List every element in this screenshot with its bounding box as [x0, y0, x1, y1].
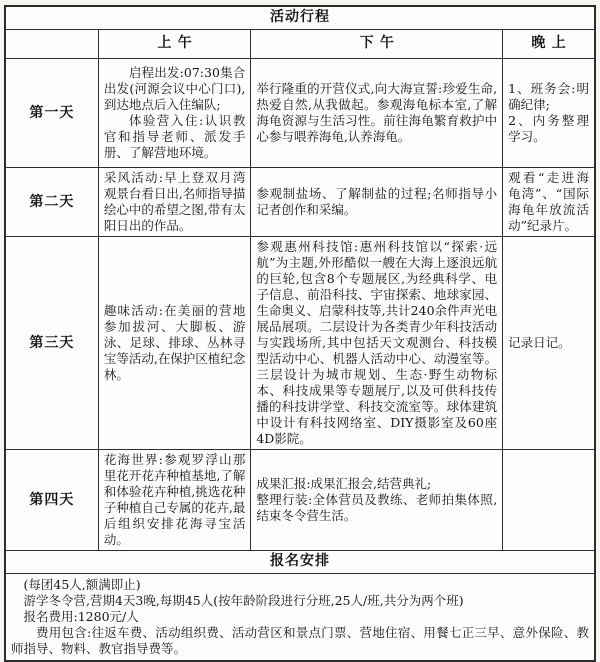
day-1-morning-cell [98, 58, 251, 167]
signup-title: 报名安排 [5, 550, 595, 573]
day-2-afternoon-text: 参观制盐场、了解制盐的过程;名师指导小记者创作和采编。 [256, 185, 498, 217]
day-4-morning-cell [98, 449, 251, 550]
signup-notes-row [5, 573, 595, 661]
itinerary-title: 活动行程 [5, 6, 595, 29]
day-2-label: 第二天 [5, 167, 98, 236]
day-1-morning-p1: 启程出发:07:30集合出发(河源会议中心门口),到达地点后入住编队; [103, 64, 246, 112]
day-4-morning-text: 花海世界:参观罗浮山那里花开花卉种植基地,了解和体验花卉种植,挑选花种子种植自己专属的花卉,最后组织安排花海寻宝活动。 [103, 451, 246, 547]
day-1-evening-p1: 1、班务会:明确纪律; [508, 80, 589, 112]
day-3-afternoon-cell [251, 236, 503, 449]
day-1-evening-p2: 2、内务整理学习。 [508, 112, 589, 144]
signup-line-1: (每团45人,额满即止) [23, 576, 141, 592]
day-4-afternoon-cell [251, 449, 503, 550]
day-1-afternoon-cell [251, 58, 503, 167]
day-4-afternoon-p1: 成果汇报:成果汇报会,结营典礼; [256, 475, 432, 491]
signup-line-2: 游学冬令营,营期4天3晚,每期45人(按年龄阶段进行分班,25人/班,共分为两个班) [23, 592, 464, 608]
day-3-evening-text: 记录日记。 [508, 334, 571, 350]
day-2-afternoon-cell [251, 167, 503, 236]
day-2-row [5, 167, 595, 236]
signup-title-row [5, 550, 595, 573]
signup-notes-cell [5, 573, 595, 661]
day-1-evening-cell [503, 58, 595, 167]
day-3-afternoon-text: 参观惠州科技馆:惠州科技馆以“探索·远航”为主题,外形酷似一艘在大海上逐浪远航的巨轮,包含8个专题展区,为经典科学、电子信息、前沿科技、宇宙探索、地球家园、生命奥义、启蒙科技等,共计240余件声光电展品展项。二层设计为各类青少年科技活动与实践场所,其中包括天文观测台、科技模型活动中心、机器人活动中心、动漫室等。三层设计为城市规划、生态·野生动物标本、科技成果等专题展厅,以及可供科技传播的科技讲学堂、科技交流室等。球体建筑中设计有科技网络室、DIY摄影室及60座4D影院。 [256, 238, 498, 446]
column-header-evening: 晚上 [503, 29, 595, 58]
day-2-evening-cell [503, 167, 595, 236]
day-1-row [5, 58, 595, 167]
day-4-afternoon-p2: 整理行装:全体营员及教练、老师拍集体照,结束冬令营生活。 [256, 491, 498, 523]
day-2-morning-cell [98, 167, 251, 236]
day-4-evening-cell [503, 449, 595, 550]
itinerary-title-row [5, 6, 595, 29]
day-1-label: 第一天 [5, 58, 98, 167]
day-2-morning-text: 采风活动:早上登双月湾观景台看日出,名师指导描绘心中的希望之图,带有太阳日出的作品。 [103, 169, 246, 233]
day-4-row [5, 449, 595, 550]
day-3-label: 第三天 [5, 236, 98, 449]
signup-line-4: 费用包含:往返车费、活动组织费、活动营区和景点门票、营地住宿、用餐七正三早、意外保险、教师指导、物料、教官指导费等。 [11, 624, 589, 656]
column-header-afternoon: 下午 [251, 29, 503, 58]
itinerary-table [4, 5, 596, 662]
day-2-evening-text: 观看“走进海龟湾”、“国际海龟年放流活动”纪录片。 [508, 169, 589, 233]
signup-line-3: 报名费用:1280元/人 [23, 608, 139, 624]
day-1-afternoon-text: 举行隆重的开营仪式,向大海宣誓:珍爱生命,热爱自然,从我做起。参观海龟标本室,了解海龟资源与生活习性。前往海龟繁育救护中心参与喂养海龟,认养海龟。 [256, 80, 498, 144]
day-3-morning-text: 趣味活动:在美丽的营地参加拔河、大脚板、游泳、足球、排球、丛林寻宝等活动,在保护区植纪念林。 [103, 302, 246, 382]
day-1-morning-p2: 体验营入住:认识教官和指导老师、派发手册、了解营地环境。 [103, 112, 246, 160]
day-4-label: 第四天 [5, 449, 98, 550]
day-3-evening-cell [503, 236, 595, 449]
column-header-morning: 上午 [98, 29, 251, 58]
day-3-row [5, 236, 595, 449]
day-3-morning-cell [98, 236, 251, 449]
column-header-row [5, 29, 595, 58]
header-blank-cell [5, 29, 98, 58]
